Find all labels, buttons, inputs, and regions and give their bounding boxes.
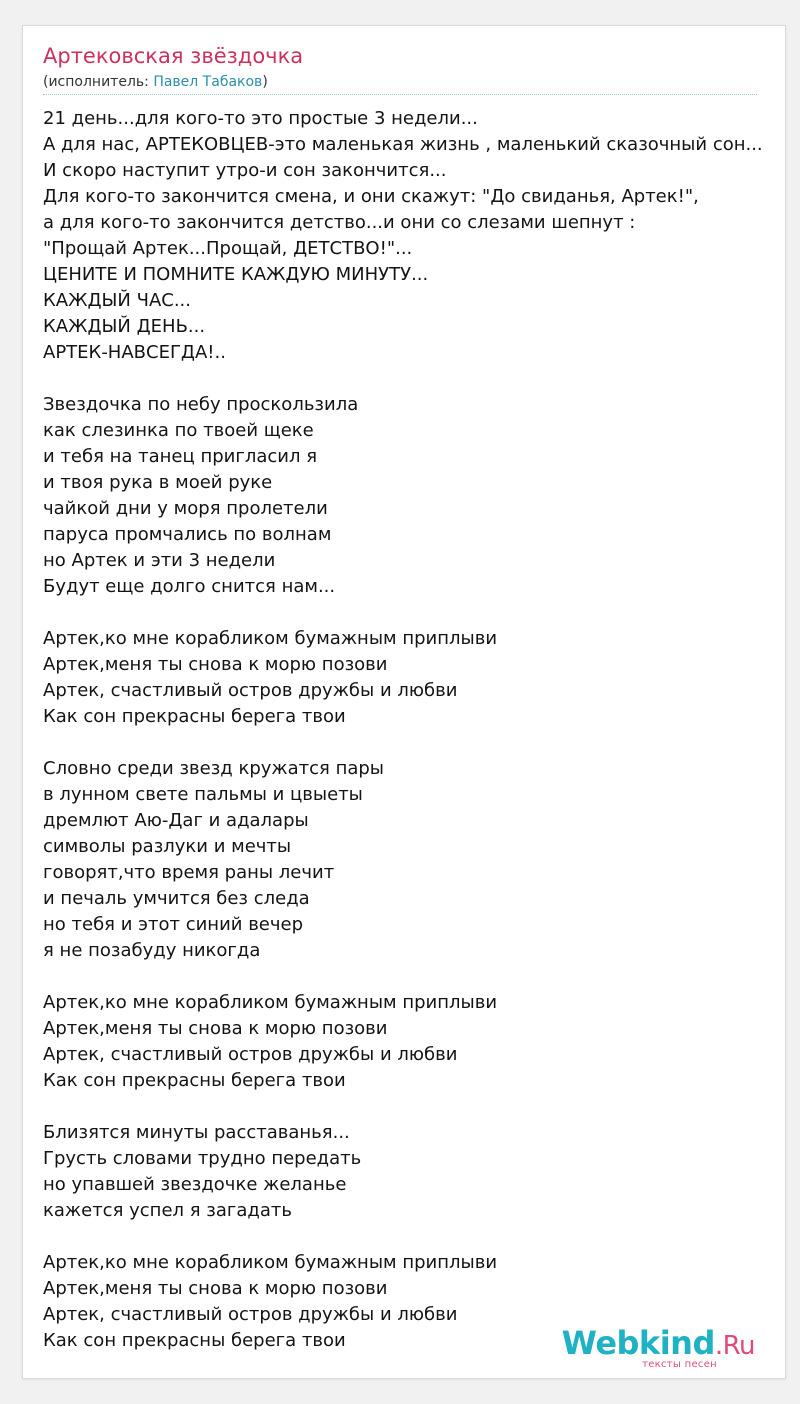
lyrics-line: Артек,меня ты снова к морю позови [43, 654, 388, 675]
lyrics-line: А для нас, АРТЕКОВЦЕВ-это маленькая жизнь , маленький сказочный сон... [43, 134, 763, 155]
lyrics-line: "Прощай Артек...Прощай, ДЕТСТВО!"... [43, 238, 413, 259]
lyrics-line: а для кого-то закончится детство...и они со слезами шепнут : [43, 212, 636, 233]
lyrics-line: Близятся минуты расставанья... [43, 1122, 350, 1143]
lyrics-line: Для кого-то закончится смена, и они скажут: "До свиданья, Артек!", [43, 186, 699, 207]
lyrics-stanza [43, 626, 783, 730]
lyrics-line: Артек, счастливый остров дружбы и любви [43, 1044, 458, 1065]
lyrics-text [43, 106, 783, 1380]
lyrics-line: Артек,ко мне корабликом бумажным приплыви [43, 992, 498, 1013]
lyrics-line: и твоя рука в моей руке [43, 472, 273, 493]
lyrics-line: как слезинка по твоей щеке [43, 420, 314, 441]
lyrics-line: говорят,что время раны лечит [43, 862, 335, 883]
lyrics-line: Артек,меня ты снова к морю позови [43, 1278, 388, 1299]
lyrics-line: кажется успел я загадать [43, 1200, 292, 1221]
artist-suffix: ) [262, 74, 268, 90]
lyrics-line: Как сон прекрасны берега твои [43, 1070, 346, 1091]
artist-line [43, 72, 268, 92]
lyrics-line: паруса промчались по волнам [43, 524, 332, 545]
logo-tagline: тексты песен [642, 1359, 717, 1370]
lyrics-line: Грусть словами трудно передать [43, 1148, 362, 1169]
lyrics-line: Звездочка по небу проскользила [43, 394, 359, 415]
lyrics-line: Артек,ко мне корабликом бумажным приплыви [43, 1252, 498, 1273]
lyrics-line: чайкой дни у моря пролетели [43, 498, 328, 519]
lyrics-stanza [43, 990, 783, 1094]
lyrics-line: но упавшей звездочке желанье [43, 1174, 347, 1195]
lyrics-line: Как сон прекрасны берега твои [43, 1330, 346, 1351]
artist-prefix: (исполнитель: [43, 74, 154, 90]
lyrics-stanza [43, 392, 783, 600]
song-title: Артековская звёздочка [43, 44, 304, 68]
lyrics-line: КАЖДЫЙ ДЕНЬ... [43, 316, 206, 337]
logo-tld: .Ru [714, 1331, 755, 1361]
lyrics-line: Будут еще долго снится нам... [43, 576, 336, 597]
lyrics-line: и тебя на танец пригласил я [43, 446, 318, 467]
lyrics-card [22, 25, 786, 1379]
lyrics-line: Словно среди звезд кружатся пары [43, 758, 385, 779]
lyrics-line: КАЖДЫЙ ЧАС... [43, 290, 191, 311]
lyrics-line: Артек,ко мне корабликом бумажным приплыви [43, 628, 498, 649]
lyrics-line: дремлют Аю-Даг и адалары [43, 810, 309, 831]
lyrics-line: ЦЕНИТЕ И ПОМНИТЕ КАЖДУЮ МИНУТУ... [43, 264, 429, 285]
title-divider [43, 94, 757, 95]
artist-link[interactable]: Павел Табаков [153, 74, 263, 90]
lyrics-line: но тебя и этот синий вечер [43, 914, 304, 935]
lyrics-line: в лунном свете пальмы и цвыеты [43, 784, 363, 805]
lyrics-line: но Артек и эти 3 недели [43, 550, 276, 571]
lyrics-stanza [43, 1120, 783, 1224]
lyrics-line: Артек, счастливый остров дружбы и любви [43, 1304, 458, 1325]
lyrics-line: Артек, счастливый остров дружбы и любви [43, 680, 458, 701]
lyrics-line: АРТЕК-НАВСЕГДА!.. [43, 342, 226, 363]
lyrics-line: и печаль умчится без следа [43, 888, 310, 909]
webkind-logo[interactable] [561, 1324, 771, 1371]
lyrics-stanza [43, 756, 783, 964]
logo-word: Webkind [561, 1324, 715, 1362]
lyrics-line: Артек,меня ты снова к морю позови [43, 1018, 388, 1039]
lyrics-line: 21 день...для кого-то это простые 3 недели... [43, 108, 478, 129]
lyrics-line: И скоро наступит утро-и сон закончится... [43, 160, 447, 181]
lyrics-line: я не позабуду никогда [43, 940, 261, 961]
lyrics-line: символы разлуки и мечты [43, 836, 292, 857]
lyrics-line: Как сон прекрасны берега твои [43, 706, 346, 727]
lyrics-stanza [43, 106, 783, 366]
